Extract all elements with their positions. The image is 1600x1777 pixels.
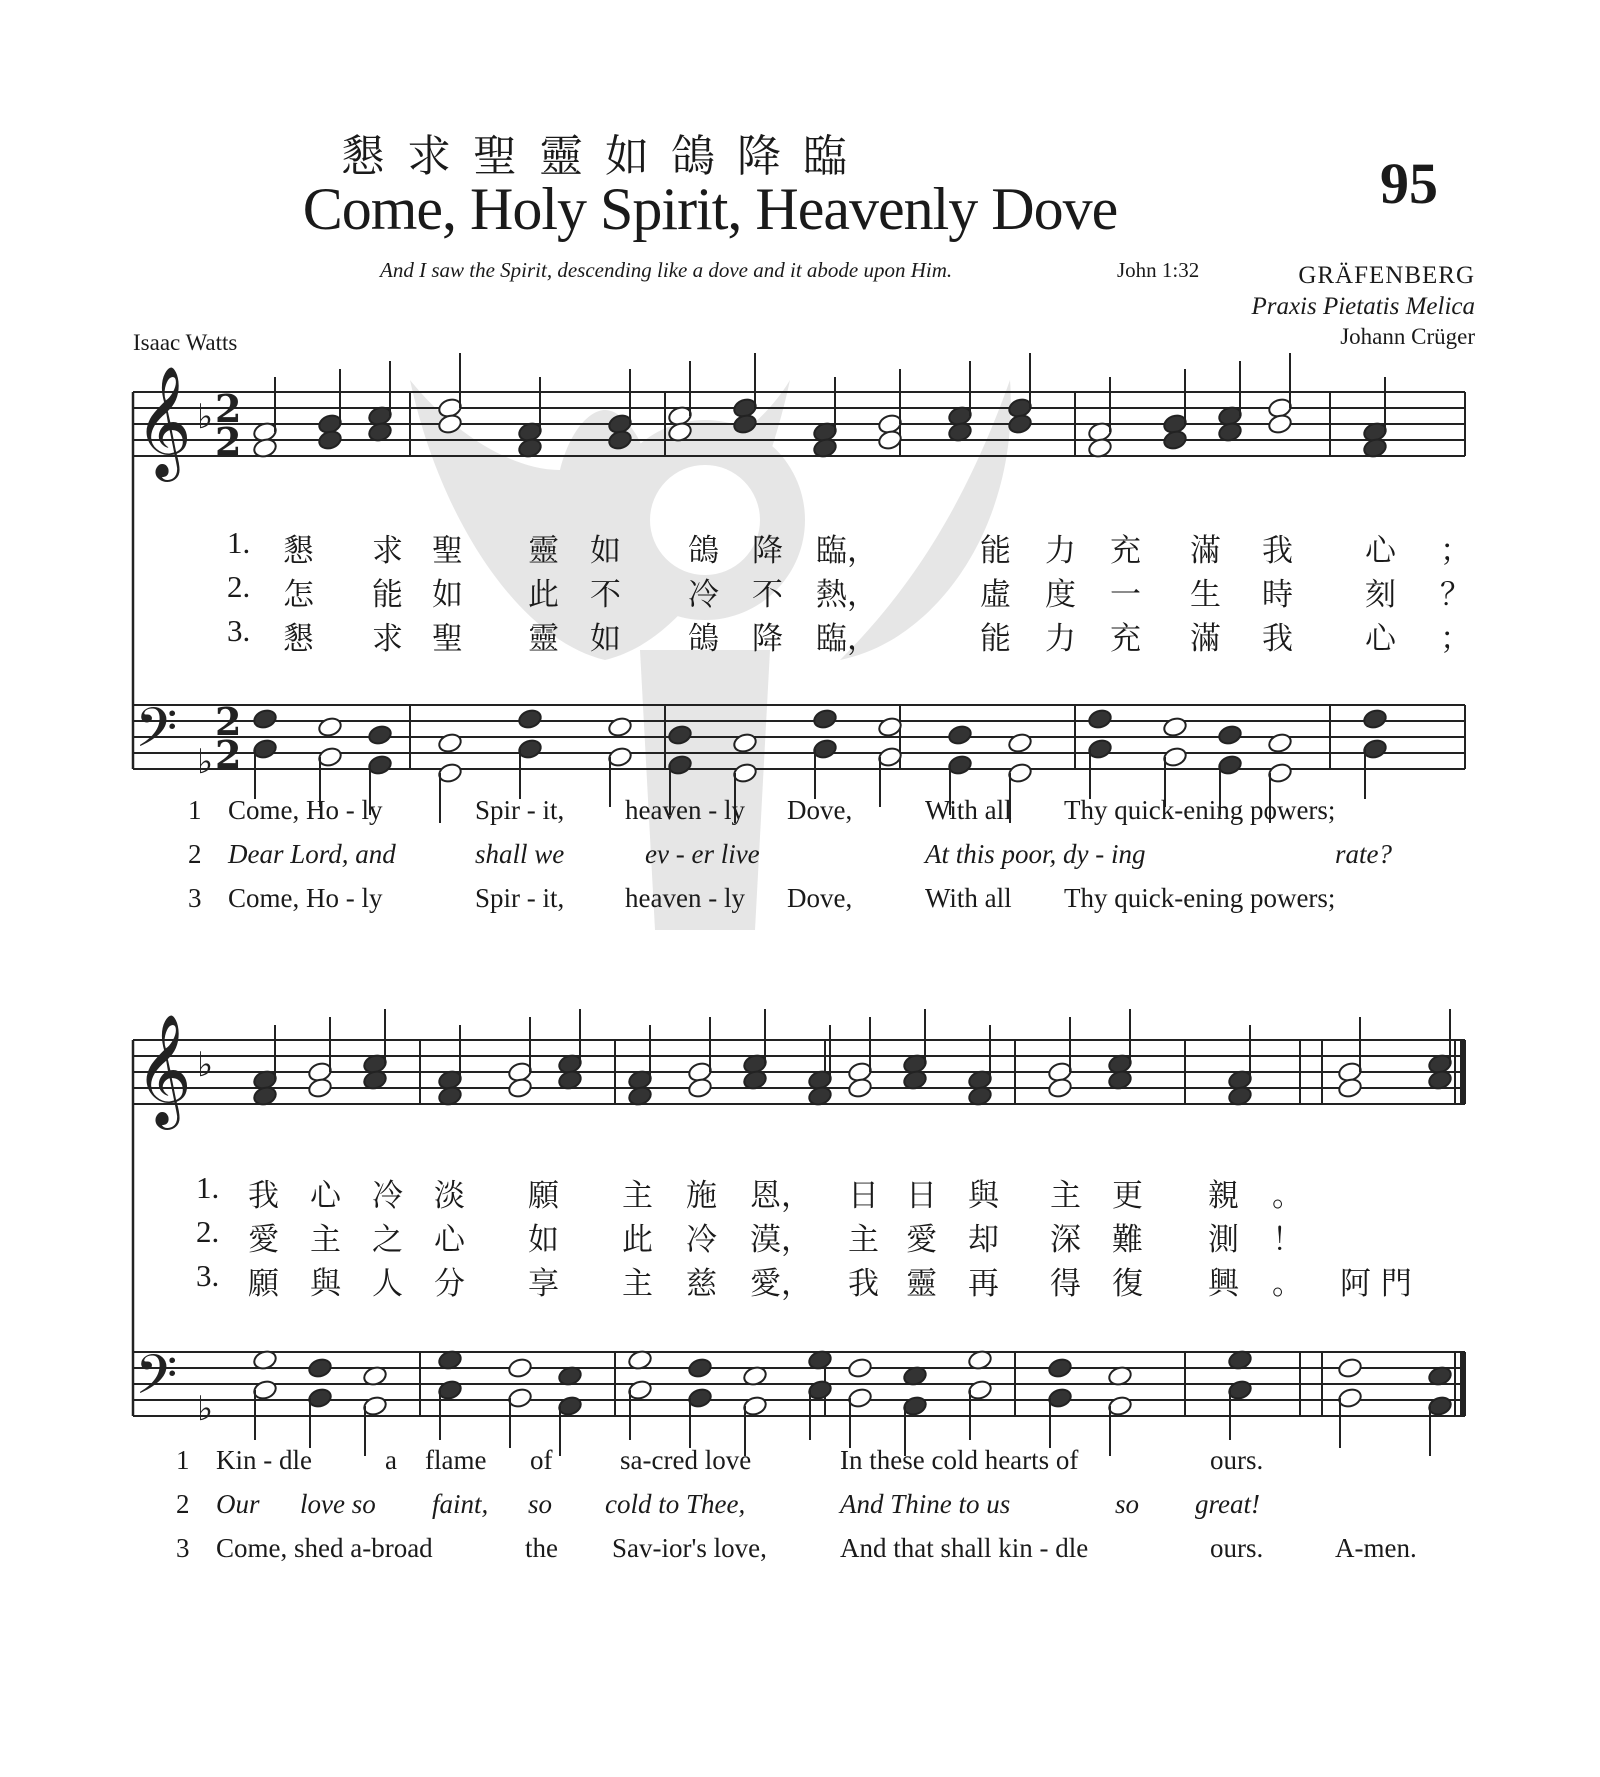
english-lyric: Dear Lord, and [228,839,396,869]
chinese-syllable: 能 [980,621,1011,657]
chinese-syllable: 主 [622,1266,653,1302]
chinese-syllable: 降 [752,621,783,657]
chinese-syllable: 我 [1262,533,1293,569]
chinese-syllable: 不 [752,577,783,613]
chinese-syllable: 降 [752,533,783,569]
chinese-syllable: 難 [1112,1222,1143,1258]
chinese-syllable: 興 [1208,1266,1239,1302]
english-lyric: Come, Ho - ly [228,883,383,913]
chinese-syllable: 深 [1050,1222,1081,1258]
verse-number: 1 [188,795,202,825]
hymn-number: 95 [1380,151,1438,216]
verse-number: 2. [196,1214,220,1249]
chinese-syllable: 靈 [528,533,559,569]
english-lyric: With all [925,883,1012,913]
chinese-syllable: 能 [372,577,403,613]
bass-clef-icon: 𝄢 [135,696,178,773]
note-head [1162,429,1188,452]
english-lyric: love so [300,1489,376,1519]
final-barline-thick [1460,1040,1466,1104]
chinese-syllable: 與 [310,1266,341,1302]
note-head [1362,708,1388,731]
english-lyric: of [530,1445,553,1475]
note-head [1337,1357,1363,1380]
note-head [252,708,278,731]
chinese-syllable: 生 [1190,577,1221,613]
chinese-syllable: 之 [372,1222,403,1258]
verse-number: 1. [227,525,251,560]
chinese-syllable: 主 [310,1222,341,1258]
chinese-syllable: 滿 [1190,621,1221,657]
chinese-syllable: 一 [1110,577,1141,613]
time-signature-top: 2 [215,386,242,431]
english-lyric: And that shall kin - dle [840,1533,1089,1563]
chinese-syllable: 求 [372,621,403,657]
title-chinese: 懇求聖靈如鴿降臨 [341,131,869,182]
flat-icon: ♭ [197,397,214,437]
chinese-syllable: 如 [432,577,463,613]
treble-clef-icon: 𝄞 [135,365,192,477]
english-lyric: heaven - ly [625,883,745,913]
english-lyric: Come, Ho - ly [228,795,383,825]
note-head [687,1357,713,1380]
english-lyric: rate? [1335,839,1392,869]
english-lyric: At this poor, dy - ing [925,839,1146,869]
chinese-syllable: ？ [1440,577,1471,613]
verse-number: 2 [188,839,202,869]
chinese-syllable: 我 [1262,621,1293,657]
note-head [437,732,463,755]
english-lyric: ours. [1210,1445,1264,1475]
english-lyric: Sav-ior's love, [612,1533,767,1563]
english-lyric: ours. [1210,1533,1264,1563]
note-head [517,708,543,731]
system2-bass-staff [133,1343,1466,1429]
chinese-syllable: 心 [310,1178,341,1214]
chinese-syllable: 慈 [686,1266,717,1302]
note-head [607,429,633,452]
note-head [847,1077,873,1100]
chinese-syllable: 靈 [906,1266,937,1302]
chinese-syllable: 如 [528,1222,559,1258]
chinese-syllable: 滿 [1190,533,1221,569]
chinese-syllable: 日 [906,1178,937,1214]
chinese-syllable: 心 [1365,533,1396,569]
note-head [437,413,463,436]
chinese-syllable: 親 [1208,1178,1239,1214]
chinese-syllable: 冷 [372,1178,403,1214]
chinese-syllable: 愛 [906,1222,937,1258]
chinese-syllable: 更 [1112,1178,1143,1214]
verse-number: 2 [176,1489,190,1519]
chinese-syllable: 懇 [283,533,314,569]
english-lyric: Come, shed a-broad [216,1533,433,1563]
english-lyric: shall we [475,839,565,869]
chinese-syllable: 愛， [750,1266,812,1302]
composer: Johann Crüger [1340,324,1475,349]
author: Isaac Watts [133,330,238,355]
verse-number: 1. [196,1170,220,1205]
chinese-syllable: 心 [434,1222,465,1258]
english-lyric: Spir - it, [475,795,565,825]
note-head [847,1357,873,1380]
chinese-syllable: 再 [968,1266,999,1302]
tune-source: Praxis Pietatis Melica [1251,293,1475,320]
chinese-syllable: 冷 [688,577,719,613]
chinese-syllable: 人 [372,1266,403,1302]
chinese-syllable: 熱， [816,577,878,613]
chinese-syllable: 求 [372,533,403,569]
chinese-syllable: 恩， [750,1178,812,1214]
chinese-syllable: 得 [1050,1266,1081,1302]
chinese-syllable: 鴿 [688,621,719,657]
chinese-syllable: 漠， [750,1222,812,1258]
chinese-syllable: 此 [528,577,559,613]
chinese-syllable: 願 [528,1178,559,1214]
note-head [1267,413,1293,436]
chinese-syllable: 願 [248,1266,279,1302]
note-head [307,1357,333,1380]
note-head [732,732,758,755]
english-lyric: And Thine to us [840,1489,1011,1519]
chinese-syllable: 臨， [816,621,878,657]
chinese-syllable: 聖 [432,533,463,569]
english-lyric: so [528,1489,553,1519]
note-head [1162,716,1188,739]
chinese-syllable: 主 [848,1222,879,1258]
verse-number: 2. [227,569,251,604]
verse-number: 3 [176,1533,190,1563]
chinese-syllable: 如 [590,533,621,569]
verse-number: 3 [188,883,202,913]
note-head [687,1077,713,1100]
note-head [367,724,393,747]
chinese-syllable: 怎 [283,577,314,613]
chinese-syllable: 力 [1045,533,1076,569]
final-barline-thick [1460,1352,1466,1416]
english-lyric: great! [1195,1489,1260,1519]
english-lyric: Spir - it, [475,883,565,913]
english-lyric: cold to Thee, [605,1489,746,1519]
system1-bass-staff [133,696,1465,782]
note-head [507,1357,533,1380]
title-english: Come, Holy Spirit, Heavenly Dove [302,176,1118,242]
english-lyric: a [385,1445,397,1475]
flat-icon: ♭ [197,1045,214,1085]
chinese-syllable: ； [1440,533,1471,569]
english-lyric: faint, [432,1489,489,1519]
chinese-syllable: 愛 [248,1222,279,1258]
note-head [1007,413,1033,436]
chinese-syllable: 與 [968,1178,999,1214]
verse-number: 3. [227,613,251,648]
english-lyric: so [1115,1489,1140,1519]
time-signature-bottom: 2 [215,419,242,464]
chinese-syllable: 。 [1272,1178,1303,1214]
chinese-syllable: 時 [1262,577,1293,613]
verse-number: 3. [196,1258,220,1293]
note-head [667,724,693,747]
tune-name: GRÄFENBERG [1298,262,1475,289]
chinese-syllable: 靈 [528,621,559,657]
note-head [1087,708,1113,731]
english-lyric: flame [425,1445,487,1475]
note-head [1047,1077,1073,1100]
time-signature-top: 2 [215,699,242,744]
english-lyric: heaven - ly [625,795,745,825]
note-head [732,413,758,436]
chinese-syllable: 懇 [283,621,314,657]
chinese-syllable: 心 [1365,621,1396,657]
time-signature-bottom: 2 [215,732,242,777]
chinese-syllable: 阿 門 [1340,1266,1412,1302]
chinese-syllable: 此 [622,1222,653,1258]
note-head [947,724,973,747]
note-head [307,1077,333,1100]
english-lyric: With all [925,795,1012,825]
chinese-syllable: 却 [968,1222,999,1258]
chinese-syllable: 測 [1208,1222,1239,1258]
english-lyric: the [525,1533,558,1563]
chinese-syllable: 享 [528,1266,559,1302]
english-lyric: Thy quick-ening powers; [1064,795,1336,825]
treble-clef-icon: 𝄞 [135,1013,192,1125]
chinese-syllable: 。 [1272,1266,1303,1302]
chinese-syllable: 施 [686,1178,717,1214]
chinese-syllable: ； [1440,621,1471,657]
chinese-syllable: 主 [622,1178,653,1214]
note-head [507,1077,533,1100]
english-lyric: Dove, [787,795,853,825]
chinese-syllable: 鴿 [688,533,719,569]
note-head [607,716,633,739]
english-lyric: ev - er live [645,839,760,869]
bass-clef-icon: 𝄢 [135,1343,178,1420]
chinese-syllable: 我 [248,1178,279,1214]
chinese-syllable: 虛 [980,577,1011,613]
english-lyric: A-men. [1335,1533,1417,1563]
note-head [1267,732,1293,755]
chinese-syllable: 充 [1110,621,1141,657]
english-lyric: Thy quick-ening powers; [1064,883,1336,913]
chinese-syllable: 復 [1112,1266,1143,1302]
chinese-syllable: 我 [848,1266,879,1302]
note-head [1007,732,1033,755]
chinese-syllable: 力 [1045,621,1076,657]
chinese-syllable: 刻 [1365,577,1396,613]
note-head [1337,1077,1363,1100]
note-head [1217,724,1243,747]
chinese-syllable: ！ [1272,1222,1303,1258]
chinese-syllable: 能 [980,533,1011,569]
chinese-syllable: 分 [434,1266,465,1302]
chinese-syllable: 淡 [434,1178,465,1214]
note-head [812,708,838,731]
note-head [1047,1357,1073,1380]
english-lyric: Our [216,1489,260,1519]
chinese-syllable: 度 [1045,577,1076,613]
verse-number: 1 [176,1445,190,1475]
flat-icon: ♭ [197,1389,214,1429]
chinese-syllable: 充 [1110,533,1141,569]
chinese-syllable: 不 [590,577,621,613]
note-head [317,716,343,739]
flat-icon: ♭ [197,742,214,782]
chinese-syllable: 臨， [816,533,878,569]
english-lyric: Dove, [787,883,853,913]
chinese-syllable: 聖 [432,621,463,657]
epigraph: And I saw the Spirit, descending like a dove and it abode upon Him. [380,258,953,282]
scripture-reference: John 1:32 [1117,258,1200,282]
english-lyric: sa-cred love [620,1445,752,1475]
chinese-syllable: 冷 [686,1222,717,1258]
english-lyric: In these cold hearts of [840,1445,1079,1475]
chinese-syllable: 主 [1050,1178,1081,1214]
english-lyric: Kin - dle [216,1445,312,1475]
note-head [317,429,343,452]
chinese-syllable: 日 [848,1178,879,1214]
chinese-syllable: 如 [590,621,621,657]
